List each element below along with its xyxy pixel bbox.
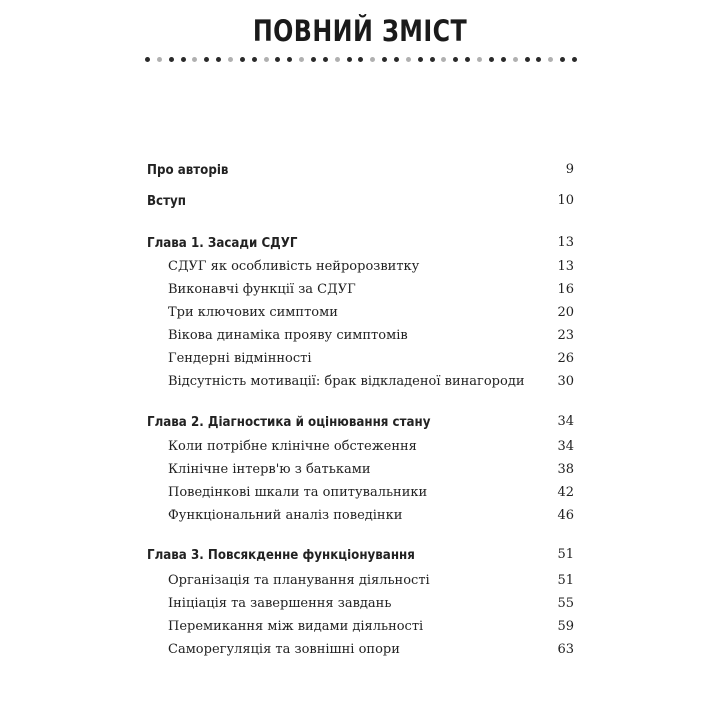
toc-subentry [0, 326, 720, 346]
divider-dot [453, 57, 458, 62]
toc-subentry [0, 437, 720, 457]
toc-subentry [0, 372, 720, 392]
toc-subentry-page: 51 [557, 573, 574, 588]
toc-subentry-page: 20 [557, 305, 574, 320]
toc-entry-page: 10 [557, 193, 574, 208]
toc-entry-label: Про авторів [147, 162, 229, 178]
toc-chapter [0, 545, 720, 565]
divider-dot [430, 57, 435, 62]
divider-dot [240, 57, 245, 62]
toc-subentry [0, 460, 720, 480]
divider-dot [489, 57, 494, 62]
toc-subentry-page: 34 [557, 439, 574, 454]
toc-subentry-label: Саморегуляція та зовнішні опори [168, 642, 400, 657]
divider-dot [157, 57, 162, 62]
divider-dot [192, 57, 197, 62]
toc-entry-page: 9 [565, 162, 574, 177]
toc-chapter-page: 13 [557, 235, 574, 250]
toc-subentry-page: 26 [557, 351, 574, 366]
toc-subentry-page: 16 [557, 282, 574, 297]
divider-dot [441, 57, 446, 62]
toc-chapter-label: Глава 2. Діагностика й оцінювання стану [147, 414, 431, 430]
toc-subentry [0, 280, 720, 300]
toc-subentry-label: Відсутність мотивації: брак відкладеної винагороди [168, 374, 525, 389]
toc-entry [0, 191, 720, 211]
divider-dot [169, 57, 174, 62]
toc-subentry-page: 55 [557, 596, 574, 611]
toc-subentry [0, 617, 720, 637]
toc-subentry-page: 46 [557, 508, 574, 523]
divider-dot [216, 57, 221, 62]
divider-dot [536, 57, 541, 62]
toc-subentry [0, 483, 720, 503]
divider-dot [406, 57, 411, 62]
toc-subentry-label: Перемикання між видами діяльності [168, 619, 424, 634]
divider-dot [548, 57, 553, 62]
toc-chapter [0, 412, 720, 432]
divider-dot [204, 57, 209, 62]
toc-chapter-page: 34 [557, 414, 574, 429]
toc-subentry-label: Вікова динаміка прояву симптомів [168, 328, 408, 343]
toc-chapter-label: Глава 1. Засади СДУГ [147, 235, 298, 251]
divider-dot [145, 57, 150, 62]
toc-subentry [0, 506, 720, 526]
divider-dot [477, 57, 482, 62]
divider-dot [181, 57, 186, 62]
divider-dot [572, 57, 577, 62]
divider-dot [358, 57, 363, 62]
divider-dot [394, 57, 399, 62]
toc-subentry-label: Три ключових симптоми [168, 305, 338, 320]
toc-entry [0, 160, 720, 180]
toc-chapter [0, 233, 720, 253]
toc-subentry-page: 13 [557, 259, 574, 274]
toc-subentry-label: Ініціація та завершення завдань [168, 596, 392, 611]
divider-dot [501, 57, 506, 62]
toc-subentry [0, 640, 720, 660]
divider-dot [275, 57, 280, 62]
divider-dot [513, 57, 518, 62]
divider-dot [287, 57, 292, 62]
toc-subentry [0, 594, 720, 614]
dotted-divider [145, 55, 577, 63]
divider-dot [347, 57, 352, 62]
toc-subentry [0, 571, 720, 591]
toc-subentry-label: Виконавчі функції за СДУГ [168, 282, 356, 297]
toc-subentry-label: Гендерні відмінності [168, 351, 312, 366]
divider-dot [418, 57, 423, 62]
toc-subentry-label: Клінічне інтерв'ю з батьками [168, 462, 371, 477]
divider-dot [299, 57, 304, 62]
toc-chapter-label: Глава 3. Повсякденне функціонування [147, 547, 415, 563]
divider-dot [560, 57, 565, 62]
divider-dot [525, 57, 530, 62]
toc-subentry-page: 23 [557, 328, 574, 343]
toc-subentry-page: 59 [557, 619, 574, 634]
toc-subentry [0, 349, 720, 369]
divider-dot [323, 57, 328, 62]
toc-subentry-label: Поведінкові шкали та опитувальники [168, 485, 428, 500]
toc-subentry-page: 38 [557, 462, 574, 477]
page-title: ПОВНИЙ ЗМІСТ [252, 14, 468, 48]
divider-dot [335, 57, 340, 62]
toc-subentry-page: 63 [557, 642, 574, 657]
toc-subentry-label: Коли потрібне клінічне обстеження [168, 439, 417, 454]
toc-entry-label: Вступ [147, 193, 186, 209]
toc-subentry-label: Функціональний аналіз поведінки [168, 508, 403, 523]
divider-dot [252, 57, 257, 62]
toc-subentry-page: 30 [557, 374, 574, 389]
divider-dot [382, 57, 387, 62]
divider-dot [264, 57, 269, 62]
toc-subentry-label: Організація та планування діяльності [168, 573, 430, 588]
toc-subentry [0, 303, 720, 323]
toc-subentry [0, 257, 720, 277]
toc-chapter-page: 51 [557, 547, 574, 562]
divider-dot [465, 57, 470, 62]
divider-dot [311, 57, 316, 62]
divider-dot [228, 57, 233, 62]
toc-subentry-page: 42 [557, 485, 574, 500]
toc-subentry-label: СДУГ як особливість нейророзвитку [168, 259, 420, 274]
divider-dot [370, 57, 375, 62]
